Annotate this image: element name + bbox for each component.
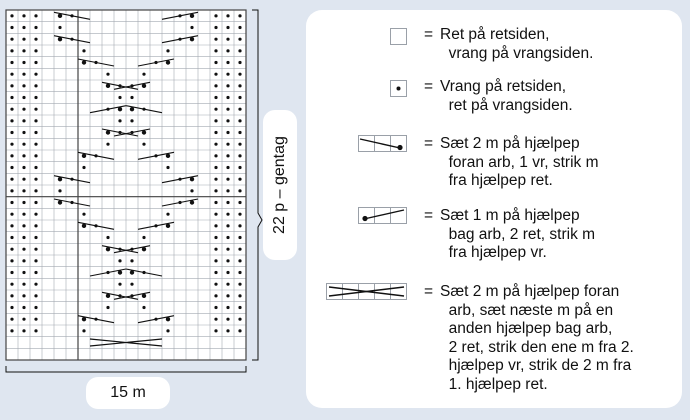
purl-dot: [34, 213, 37, 216]
purl-dot: [118, 283, 121, 286]
purl-dot: [82, 213, 85, 216]
legend-text-knit: Ret på retsiden, vrang på vrangsiden.: [440, 26, 594, 62]
purl-dot: [166, 49, 169, 52]
purl-dot: [34, 248, 37, 251]
legend-panel: [306, 10, 682, 408]
purl-dot: [106, 143, 109, 146]
legend-text-cross: Sæt 2 m på hjælpep foran arb, sæt næste m på en anden hjælpep bag arb, 2 ret, strik den ene m fra 2. hjælpep vr, strik de 2 m fra 1. hjælpep ret.: [440, 283, 634, 393]
row-repeat-text: 22 p – gentag: [271, 136, 288, 234]
purl-dot: [214, 61, 217, 64]
purl-dot: [238, 38, 241, 41]
purl-dot: [22, 294, 25, 297]
purl-dot: [238, 283, 241, 286]
purl-dot: [214, 318, 217, 321]
cable-dot: [82, 60, 86, 64]
purl-dot: [34, 131, 37, 134]
cable-dot: [142, 294, 146, 298]
purl-dot: [10, 166, 13, 169]
legend-text-cable-front: Sæt 2 m på hjælpep foran arb, 1 vr, strik m fra hjælpep ret.: [440, 135, 599, 189]
purl-dot: [34, 294, 37, 297]
purl-dot: [22, 49, 25, 52]
cable-dot: [106, 84, 110, 88]
purl-dot: [34, 178, 37, 181]
purl-dot: [34, 49, 37, 52]
purl-dot: [238, 271, 241, 274]
purl-dot: [226, 178, 229, 181]
purl-dot: [58, 26, 61, 29]
cable-dot: [190, 37, 194, 41]
purl-dot: [22, 73, 25, 76]
purl-dot: [238, 224, 241, 227]
purl-dot: [82, 166, 85, 169]
row-repeat-label: [263, 110, 297, 260]
purl-dot: [10, 236, 13, 239]
purl-dot: [22, 201, 25, 204]
width-bracket: [6, 366, 246, 372]
cable-dot: [82, 224, 86, 228]
purl-dot: [214, 224, 217, 227]
purl-dot: [22, 178, 25, 181]
purl-dot: [238, 131, 241, 134]
cable-dot: [106, 247, 110, 251]
purl-dot: [34, 236, 37, 239]
purl-dot: [22, 166, 25, 169]
purl-dot: [130, 283, 133, 286]
purl-dot: [238, 248, 241, 251]
chart-grid: [6, 10, 246, 360]
purl-dot: [10, 154, 13, 157]
purl-dot: [22, 329, 25, 332]
purl-dot: [22, 271, 25, 274]
purl-dot: [34, 224, 37, 227]
purl-dot: [226, 49, 229, 52]
purl-dot: [10, 329, 13, 332]
purl-dot: [238, 119, 241, 122]
purl-dot: [214, 189, 217, 192]
purl-dot: [226, 96, 229, 99]
purl-dot: [22, 119, 25, 122]
legend-equals: =: [424, 135, 434, 152]
cable-front-icon: [358, 135, 410, 153]
purl-dot: [214, 131, 217, 134]
purl-dot: [34, 201, 37, 204]
purl-dot: [226, 224, 229, 227]
purl-dot: [34, 26, 37, 29]
purl-dot: [10, 96, 13, 99]
purl-dot: [106, 236, 109, 239]
purl-dot: [226, 294, 229, 297]
purl-dot: [214, 201, 217, 204]
purl-dot: [22, 14, 25, 17]
dot-square-icon: [390, 80, 408, 98]
purl-dot: [238, 49, 241, 52]
purl-dot: [226, 166, 229, 169]
purl-dot: [10, 108, 13, 111]
purl-dot: [226, 73, 229, 76]
purl-dot: [10, 61, 13, 64]
purl-dot: [118, 259, 121, 262]
purl-dot: [106, 73, 109, 76]
purl-dot: [214, 73, 217, 76]
purl-dot: [22, 248, 25, 251]
purl-dot: [226, 259, 229, 262]
purl-dot: [10, 119, 13, 122]
purl-dot: [10, 259, 13, 262]
purl-dot: [214, 108, 217, 111]
purl-dot: [34, 189, 37, 192]
purl-dot: [238, 306, 241, 309]
legend-equals: =: [424, 26, 434, 43]
empty-square-icon: [390, 28, 408, 46]
purl-dot: [238, 154, 241, 157]
purl-dot: [10, 73, 13, 76]
purl-dot: [22, 259, 25, 262]
purl-dot: [22, 84, 25, 87]
cable-dot: [190, 14, 194, 18]
purl-dot: [226, 213, 229, 216]
purl-dot: [106, 306, 109, 309]
purl-dot: [34, 318, 37, 321]
purl-dot: [238, 143, 241, 146]
purl-dot: [238, 294, 241, 297]
legend-equals: =: [424, 283, 434, 300]
cable-dot: [142, 247, 146, 251]
purl-dot: [10, 294, 13, 297]
purl-dot: [214, 26, 217, 29]
purl-dot: [10, 213, 13, 216]
cable-dot: [58, 37, 62, 41]
purl-dot: [214, 49, 217, 52]
cable-dot: [106, 130, 110, 134]
cable-dot: [82, 317, 86, 321]
legend-text-purl: Vrang på retsiden, ret på vrangsiden.: [440, 78, 573, 114]
purl-dot: [118, 96, 121, 99]
purl-dot: [238, 61, 241, 64]
purl-dot: [238, 108, 241, 111]
purl-dot: [226, 131, 229, 134]
cable-dot: [58, 200, 62, 204]
purl-dot: [238, 73, 241, 76]
purl-dot: [10, 306, 13, 309]
purl-dot: [238, 178, 241, 181]
purl-dot: [214, 236, 217, 239]
cable-dot: [58, 14, 62, 18]
purl-dot: [142, 236, 145, 239]
purl-dot: [214, 271, 217, 274]
purl-dot: [22, 189, 25, 192]
purl-dot: [34, 38, 37, 41]
purl-dot: [22, 318, 25, 321]
purl-dot: [214, 96, 217, 99]
purl-dot: [214, 329, 217, 332]
purl-dot: [34, 154, 37, 157]
purl-dot: [22, 213, 25, 216]
purl-dot: [238, 213, 241, 216]
purl-dot: [226, 154, 229, 157]
purl-dot: [34, 271, 37, 274]
purl-dot: [34, 143, 37, 146]
purl-dot: [34, 61, 37, 64]
purl-dot: [226, 26, 229, 29]
legend-equals: =: [424, 207, 434, 224]
purl-dot: [34, 306, 37, 309]
purl-dot: [238, 259, 241, 262]
cable-dot: [190, 177, 194, 181]
purl-dot: [226, 189, 229, 192]
purl-dot: [226, 236, 229, 239]
purl-dot: [142, 73, 145, 76]
purl-dot: [142, 306, 145, 309]
purl-dot: [142, 143, 145, 146]
purl-dot: [58, 189, 61, 192]
purl-dot: [22, 61, 25, 64]
purl-dot: [214, 38, 217, 41]
purl-dot: [190, 189, 193, 192]
purl-dot: [226, 14, 229, 17]
purl-dot: [22, 108, 25, 111]
purl-dot: [22, 236, 25, 239]
cable-back-icon: [358, 207, 410, 225]
purl-dot: [226, 248, 229, 251]
purl-dot: [214, 84, 217, 87]
purl-dot: [10, 189, 13, 192]
repeat-bracket: [252, 10, 262, 360]
purl-dot: [226, 108, 229, 111]
purl-dot: [226, 84, 229, 87]
knitting-chart: [0, 0, 300, 420]
purl-dot: [10, 84, 13, 87]
purl-dot: [214, 294, 217, 297]
purl-dot: [214, 213, 217, 216]
purl-dot: [190, 26, 193, 29]
purl-dot: [214, 283, 217, 286]
purl-dot: [166, 329, 169, 332]
purl-dot: [130, 259, 133, 262]
purl-dot: [214, 178, 217, 181]
purl-dot: [10, 201, 13, 204]
purl-dot: [34, 259, 37, 262]
purl-dot: [226, 143, 229, 146]
purl-dot: [34, 96, 37, 99]
cable-dot: [106, 294, 110, 298]
purl-dot: [226, 201, 229, 204]
purl-dot: [238, 84, 241, 87]
purl-dot: [10, 318, 13, 321]
purl-dot: [238, 201, 241, 204]
purl-dot: [10, 14, 13, 17]
purl-dot: [226, 38, 229, 41]
cable-dot: [142, 84, 146, 88]
legend-text-cable-back: Sæt 1 m på hjælpep bag arb, 2 ret, strik m fra hjælpep vr.: [440, 207, 596, 261]
purl-dot: [34, 329, 37, 332]
stitch-count-label: [86, 377, 170, 409]
cable-dot: [166, 154, 170, 158]
cable-dot: [118, 270, 122, 274]
purl-dot: [10, 283, 13, 286]
cable-dot: [166, 60, 170, 64]
purl-dot: [130, 96, 133, 99]
purl-dot: [10, 38, 13, 41]
cable-dot: [166, 317, 170, 321]
purl-dot: [226, 283, 229, 286]
purl-dot: [214, 143, 217, 146]
cable-dot: [82, 154, 86, 158]
purl-dot: [22, 26, 25, 29]
purl-dot: [10, 131, 13, 134]
purl-dot: [166, 166, 169, 169]
purl-dot: [214, 259, 217, 262]
purl-dot: [10, 248, 13, 251]
purl-dot: [214, 306, 217, 309]
purl-dot: [34, 108, 37, 111]
purl-dot: [226, 119, 229, 122]
purl-dot: [22, 131, 25, 134]
purl-dot: [34, 84, 37, 87]
purl-dot: [226, 329, 229, 332]
purl-dot: [130, 119, 133, 122]
purl-dot: [238, 318, 241, 321]
purl-dot: [10, 143, 13, 146]
purl-dot: [226, 61, 229, 64]
purl-dot: [226, 271, 229, 274]
purl-dot: [22, 224, 25, 227]
cable-dot: [118, 107, 122, 111]
purl-dot: [238, 166, 241, 169]
purl-dot: [10, 224, 13, 227]
purl-dot: [10, 178, 13, 181]
purl-dot: [82, 49, 85, 52]
purl-dot: [226, 306, 229, 309]
purl-dot: [214, 154, 217, 157]
cross-cable-icon: [326, 283, 410, 301]
purl-dot: [34, 119, 37, 122]
purl-dot: [22, 38, 25, 41]
purl-dot: [238, 236, 241, 239]
purl-dot: [166, 213, 169, 216]
purl-dot: [214, 119, 217, 122]
purl-dot: [10, 49, 13, 52]
purl-dot: [82, 329, 85, 332]
purl-dot: [22, 96, 25, 99]
purl-dot: [226, 318, 229, 321]
purl-dot: [214, 14, 217, 17]
legend-equals: =: [424, 78, 434, 95]
purl-dot: [10, 26, 13, 29]
purl-dot: [238, 26, 241, 29]
cable-dot: [142, 130, 146, 134]
purl-dot: [118, 119, 121, 122]
purl-dot: [214, 248, 217, 251]
purl-dot: [34, 283, 37, 286]
purl-dot: [238, 329, 241, 332]
purl-dot: [22, 283, 25, 286]
purl-dot: [238, 14, 241, 17]
cable-dot: [58, 177, 62, 181]
purl-dot: [34, 73, 37, 76]
cable-dot: [190, 200, 194, 204]
purl-dot: [238, 96, 241, 99]
purl-dot: [22, 143, 25, 146]
purl-dot: [10, 271, 13, 274]
purl-dot: [34, 14, 37, 17]
cable-dot: [166, 224, 170, 228]
cable-dot: [130, 107, 134, 111]
purl-dot: [34, 166, 37, 169]
cable-dot: [130, 270, 134, 274]
purl-dot: [22, 154, 25, 157]
purl-dot: [22, 306, 25, 309]
purl-dot: [214, 166, 217, 169]
stitch-count-text: 15 m: [110, 384, 146, 401]
purl-dot: [238, 189, 241, 192]
